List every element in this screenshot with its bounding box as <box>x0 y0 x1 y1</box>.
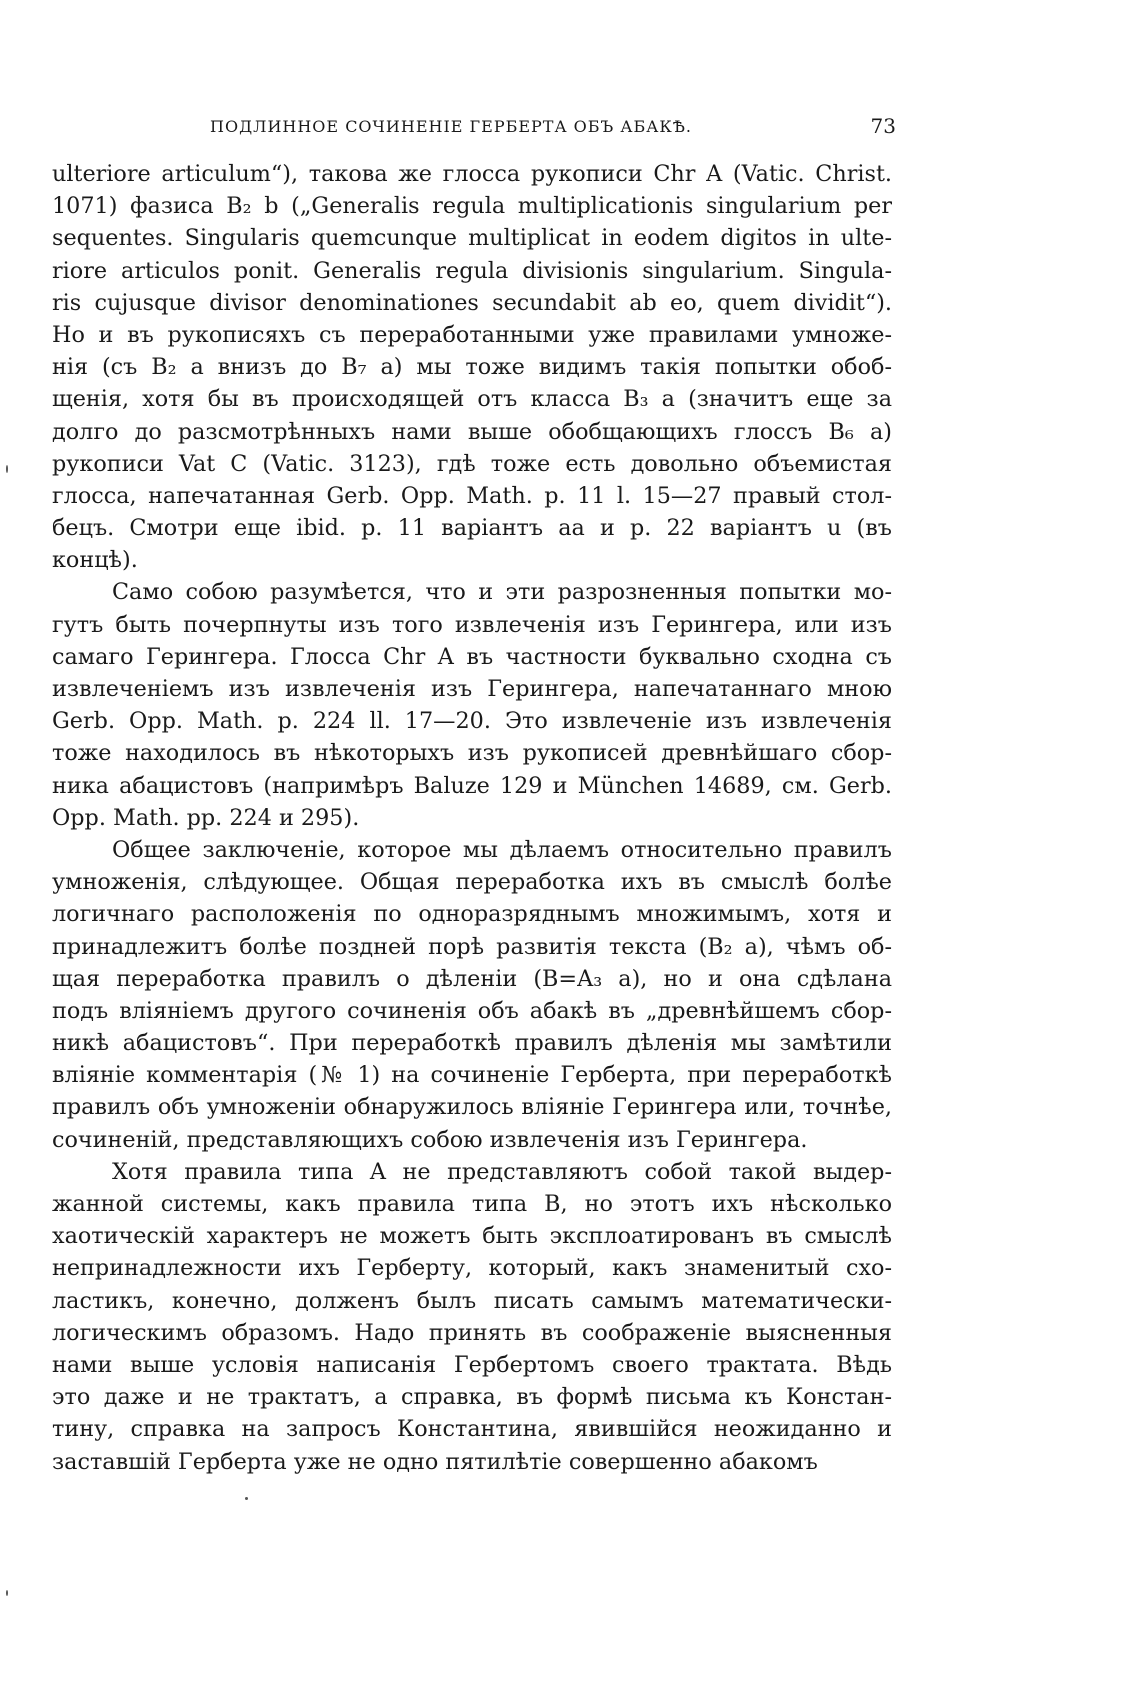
paragraph <box>52 1156 892 1478</box>
paragraph <box>52 834 892 1156</box>
text-line: логичнаго расположенiя по одноразряднымъ множимымъ, хотя и <box>52 901 892 928</box>
scan-speck <box>6 1590 8 1596</box>
text-line: принадлежитъ болѣе поздней порѣ развитiя текста (B₂ a), чѣмъ об- <box>52 933 892 960</box>
text-line: щенiя, хотя бы въ происходящей отъ класса B₃ a (значитъ еще за <box>52 386 892 413</box>
scan-speck <box>245 1497 248 1500</box>
paragraph <box>52 158 892 576</box>
text-line: Gerb. Opp. Math. p. 224 ll. 17—20. Это извлеченiе изъ извлеченiя <box>52 708 892 735</box>
text-line: Общее заключенiе, которое мы дѣлаемъ относительно правилъ <box>112 836 892 863</box>
text-line: извлеченiемъ изъ извлеченiя изъ Герингера, напечатаннаго мною <box>52 676 892 702</box>
text-line: правилъ объ умноженiи обнаружилось влiянiе Герингера или, точнѣе, <box>52 1094 892 1121</box>
text-line: 1071) фазиса B₂ b („Generalis regula multiplicationis singularium per <box>52 193 892 220</box>
text-line: ластикъ, конечно, долженъ былъ писать самымъ математически- <box>52 1287 892 1314</box>
text-line: sequentes. Singularis quemcunque multiplicat in eodem digitos in ulte- <box>52 225 892 252</box>
text-line: самаго Герингера. Глосса Chr A въ частности буквально сходна съ <box>52 643 892 670</box>
text-line: Само собою разумѣется, что и эти разрозненныя попытки мо- <box>112 579 892 606</box>
text-line: жанной системы, какъ правила типа B, но этотъ ихъ нѣсколько <box>52 1191 892 1217</box>
text-line: влiянiе комментарiя (№ 1) на сочиненiе Герберта, при переработкѣ <box>52 1062 892 1089</box>
scan-speck <box>6 465 8 473</box>
running-head <box>56 112 896 142</box>
text-line: тину, справка на запросъ Константина, явившiйся неожиданно и <box>52 1416 892 1443</box>
text-line: нiя (съ B₂ a внизъ до B₇ a) мы тоже видимъ такiя попытки обоб- <box>52 354 892 381</box>
text-line: тоже находилось въ нѣкоторыхъ изъ рукописей древнѣйшаго сбор- <box>52 740 892 767</box>
text-line: ника абацистовъ (напримѣръ Baluze 129 и München 14689, см. Gerb. <box>52 772 892 799</box>
text-line: непринадлежности ихъ Герберту, который, какъ знаменитый схо- <box>52 1255 892 1282</box>
text-line: Но и въ рукописяхъ съ переработанными уже правилами умноже- <box>52 321 892 348</box>
text-line: подъ влiянiемъ другого сочиненiя объ абакѣ въ „древнѣйшемъ сбор- <box>52 997 892 1024</box>
text-line: нами выше условiя написанiя Гербертомъ своего трактата. Вѣдь <box>52 1351 892 1378</box>
text-line: логическимъ образомъ. Надо принять въ соображенiе выясненныя <box>52 1319 892 1346</box>
page-number: 73 <box>870 114 896 138</box>
body-text <box>52 158 892 1478</box>
text-line: глосса, напечатанная Gerb. Opp. Math. p. 11 l. 15—27 правый стол- <box>52 482 892 509</box>
text-line: хаотическiй характеръ не можетъ быть эксплоатированъ въ смыслѣ <box>52 1223 892 1250</box>
text-line: бецъ. Смотри еще ibid. p. 11 варiантъ aa и p. 22 варiантъ u (въ <box>52 515 892 542</box>
text-line: щая переработка правилъ о дѣленiи (B=A₃ a), но и она сдѣлана <box>52 965 892 992</box>
text-line: это даже и не трактатъ, а справка, въ формѣ письма къ Констан- <box>52 1384 892 1411</box>
text-line: концѣ). <box>52 547 138 574</box>
text-line: Хотя правила типа A не представляютъ собой такой выдер- <box>112 1158 892 1185</box>
text-line: сочиненiй, представляющихъ собою извлеченiя изъ Герингера. <box>52 1126 808 1153</box>
text-line: никѣ абацистовъ“. При переработкѣ правилъ дѣленiя мы замѣтили <box>52 1030 892 1057</box>
text-line: riore articulos ponit. Generalis regula divisionis singularium. Singula- <box>52 257 892 284</box>
text-line: долго до разсмотрѣнныхъ нами выше обобщающихъ глоссъ B₆ a) <box>52 418 892 445</box>
text-line: ris cujusque divisor denominationes secundabit ab eo, quem dividit“). <box>52 289 892 316</box>
text-line: Opp. Math. pp. 224 и 295). <box>52 804 360 831</box>
paragraph <box>52 576 892 834</box>
text-line: рукописи Vat C (Vatic. 3123), гдѣ тоже есть довольно объемистая <box>52 450 892 477</box>
text-line: умноженiя, слѣдующее. Общая переработка ихъ въ смыслѣ болѣе <box>52 869 892 896</box>
running-title: ПОДЛИННОЕ СОЧИНЕНIЕ ГЕРБЕРТА ОБЪ АБАКѢ. <box>210 117 692 136</box>
text-line: гутъ быть почерпнуты изъ того извлеченiя изъ Герингера, или изъ <box>52 611 892 638</box>
text-line: заставшiй Герберта уже не одно пятилѣтiе совершенно абакомъ <box>52 1448 818 1475</box>
text-line: ulteriore articulum“), такова же глосса рукописи Chr A (Vatic. Christ. <box>52 161 892 187</box>
